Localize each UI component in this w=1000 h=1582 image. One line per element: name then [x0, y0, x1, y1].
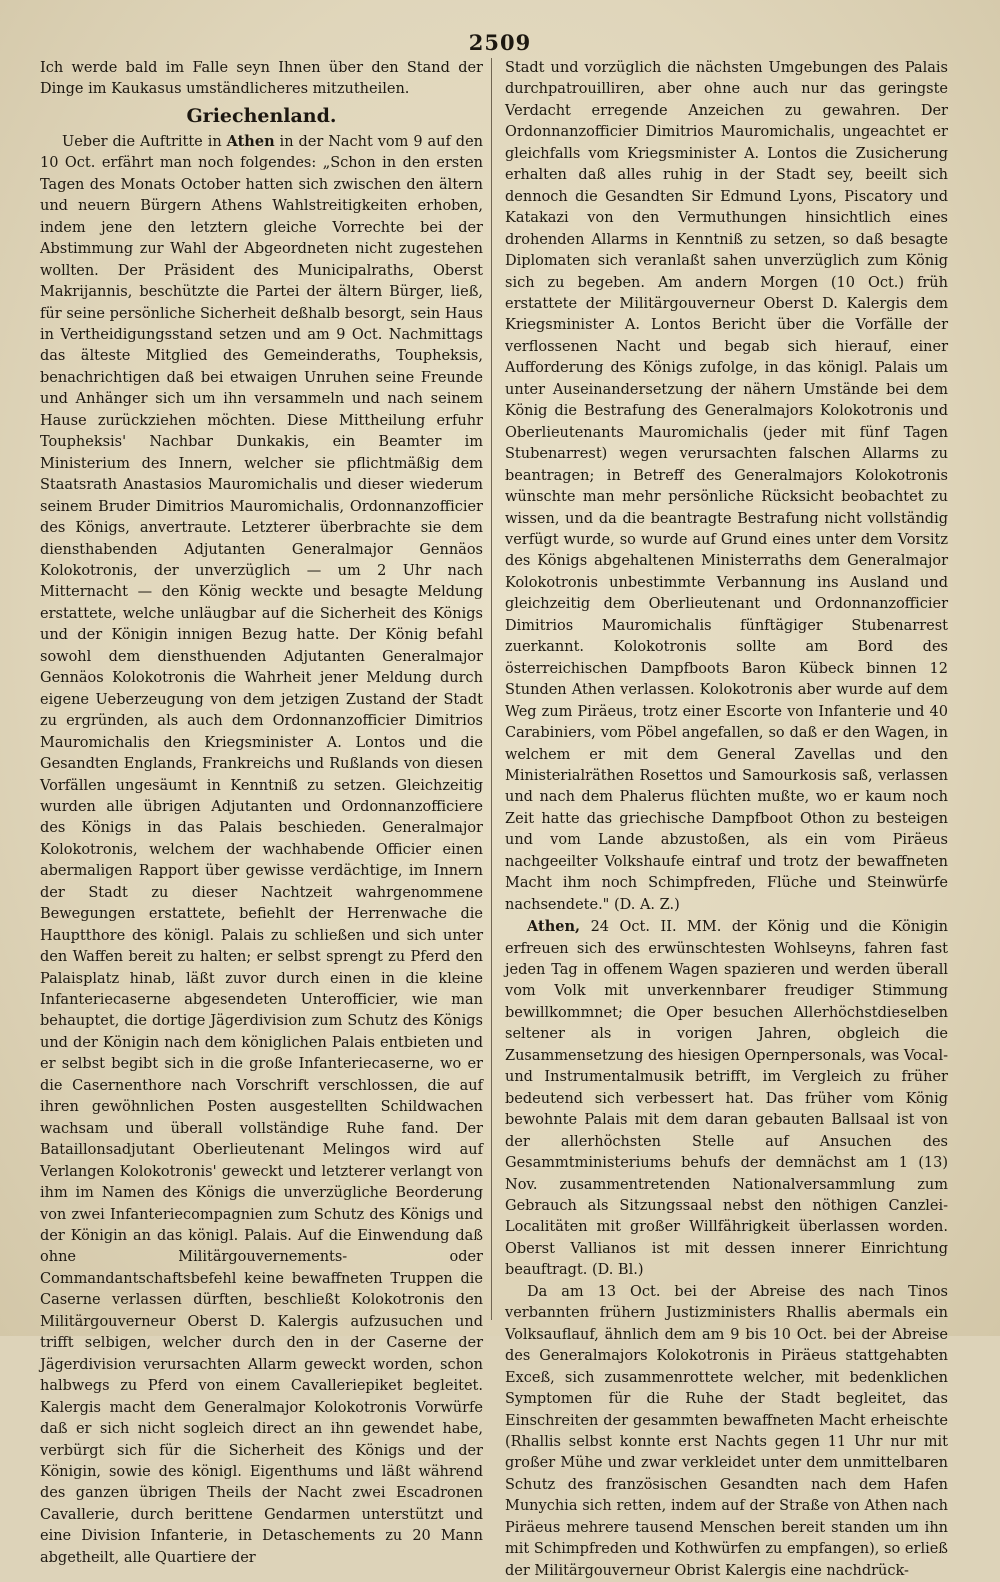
article-athen-24-oct [505, 916, 948, 1282]
left-column [40, 58, 483, 1566]
article-rhallis: Da am 13 Oct. bei der Abreise des nach Tinos verbannten frühern Justizministers Rhallis abermals ein Volksauflauf, ähnlich dem am 9 bis 10 Oct. bei der Abreise des Generalmajors Kolokotronis in Piräeus stattgehabten Exceß, sich zusammenrottete welcher, mit bedenklichen Symptomen für die Ruhe der Stadt begleitet, das Einschreiten der gesammten bewaffneten Macht erheischte (Rhallis selbst konnte erst Nachts gegen 11 Uhr nur mit großer Mühe und zwar verkleidet unter dem unmittelbaren Schutz des französischen Gesandten nach dem Hafen Munychia sich retten, indem auf der Straße von Athen nach Piräeus mehrere tausend Menschen bereit standen um ihn mit Schimpfreden und Kothwürfen zu empfangen), so erließ der Militärgouverneur Obrist Kalergis eine nachdrück- [505, 1283, 948, 1579]
article-body: in der Nacht vom 9 auf den 10 Oct. erfährt man noch folgendes: „Schon in den ersten Tagen des Monats October hatten sich zwischen den ältern und neuern Bürgern Athens Wahlstreitigkeiten erhoben, indem jene den letztern gleiche Vorrechte bei der Abstimmung zur Wahl der Abgeordneten nicht zugestehen wollten. Der Präsident des Municipalraths, Oberst Makrijannis, beschützte die Partei der ältern Bürger, ließ, für seine persönliche Sicherheit deßhalb besorgt, sein Haus in Vertheidigungsstand setzen und am 9 Oct. Nachmittags das älteste Mitglied des Gemeinderaths, Toupheksis, benachrichtigen daß bei etwaigen Unruhen seine Freunde und Anhänger sich um ihn versammeln und nach seinem Hause zurückziehen möchten. Diese Mittheilung erfuhr Toupheksis' Nachbar Dunkakis, ein Beamter im Ministerium des Innern, welcher sie pflichtmäßig dem Staatsrath Anastasios Mauromichalis und dieser wiederum seinem Bruder Dimitrios Mauromichalis, Ordonnanzofficier des Königs, anvertraute. Letzterer überbrachte sie dem diensthabenden Adjutanten Generalmajor Gennäos Kolokotronis, der unverzüglich — um 2 Uhr nach Mitternacht — den König weckte und besagte Meldung erstattete, welche unläugbar auf die Sicherheit des Königs und der Königin innigen Bezug hatte. Der König befahl sowohl dem diensthuenden Adjutanten Generalmajor Gennäos Kolokotronis die Wahrheit jener Meldung durch eigene Ueberzeugung von dem jetzigen Zustand der Stadt zu ergründen, als auch dem Ordonnanzofficier Dimitrios Mauromichalis den Kriegsminister A. Lontos und die Gesandten Englands, Frankreichs und Rußlands von diesen Vorfällen ungesäumt in Kenntniß zu setzen. Gleichzeitig wurden alle übrigen Adjutanten und Ordonnanzofficiere des Königs in das Palais beschieden. Generalmajor Kolokotronis, welchem der wachhabende Officier einen abermaligen Rapport über gewisse verdächtige, im Innern der Stadt zu dieser Nachtzeit wahrgenommene Bewegungen erstattete, befiehlt der Herrenwache die Hauptthore des königl. Palais zu schließen und sich unter den Waffen bereit zu halten; er selbst sprengt zu Pferd den Palaisplatz hinab, läßt zuvor durch einen in die kleine Infanteriecaserne abgesendeten Unterofficier, wie man behauptet, die dortige Jägerdivision zum Schutz des Königs und der Königin nach dem königlichen Palais entbieten und er selbst begibt sich in die große Infanteriecaserne, wo er die Casernenthore nach Vorschrift verschlossen, die auf ihren gewöhnlichen Posten ausgestellten Schildwachen wachsam und überall vollständige Ruhe fand. Der Bataillonsadjutant Oberlieutenant Melingos wird auf Verlangen Kolokotronis' geweckt und letzterer verlangt von ihm im Namen des Königs die unverzügliche Beorderung von zwei Infanteriecompagnien zum Schutz des Königs und der Königin an das königl. Palais. Auf die Einwendung daß ohne Militärgouvernements- oder Commandantschaftsbefehl keine bewaffneten Truppen die Caserne verlassen dürften, beschließt Kolokotronis den Militärgouverneur Oberst D. Kalergis aufzusuchen und trifft selbigen, welcher durch den in der Caserne der Jägerdivision verursachten Allarm geweckt worden, schon halbwegs zu Pferd von einem Cavalleriepiket begleitet. Kalergis macht dem Generalmajor Kolokotronis Vorwürfe daß er sich nicht sogleich direct an ihn gewendet habe, verbürgt sich für die Sicherheit des Königs und der Königin, sowie des königl. Eigenthums und läßt während des ganzen übrigen Theils der Nacht zwei Escadronen Cavallerie, durch berittene Gendarmen unterstützt und eine Division Infanterie, in Detaschements zu 20 Mann abgetheilt, alle Quartiere der [40, 133, 483, 1566]
article-continuation: Stadt und vorzüglich die nächsten Umgebungen des Palais durchpatrouilliren, aber ohne auch nur das geringste Verdacht erregende Anzeichen zu gewahren. Der Ordonnanzofficier Dimitrios Mauromichalis, ungeachtet er gleichfalls vom Kriegsminister A. Lontos die Zusicherung erhalten daß alles ruhig in der Stadt sey, beeilt sich dennoch die Gesandten Sir Edmund Lyons, Piscatory und Katakazi von den Vermuthungen hinsichtlich eines drohenden Allarms in Kenntniß zu setzen, so daß besagte Diplomaten sich veranlaßt sahen unverzüglich zum König sich zu begeben. Am andern Morgen (10 Oct.) früh erstattete der Militärgouverneur Oberst D. Kalergis dem Kriegsminister A. Lontos Bericht über die Vorfälle der verflossenen Nacht und begab sich hierauf, einer Aufforderung des Königs zufolge, in das königl. Palais um unter Auseinandersetzung der nähern Umstände bei dem König die Bestrafung des Generalmajors Kolokotronis und Oberlieutenants Mauromichalis (jeder mit fünf Tagen Stubenarrest) wegen verursachten falschen Allarms zu beantragen; in Betreff des Generalmajors Kolokotronis wünschte man mehr persönliche Rücksicht beobachtet zu wissen, und da die beantragte Bestrafung nicht vollständig verfügt wurde, so wurde auf Grund eines unter dem Vorsitz des Königs abgehaltenen Ministerraths dem Generalmajor Kolokotronis unbestimmte Verbannung ins Ausland und gleichzeitig dem Oberlieutenant und Ordonnanzofficier Dimitrios Mauromichalis fünftägiger Stubenarrest zuerkannt. Kolokotronis sollte am Bord des österreichischen Dampfboots Baron Kübeck binnen 12 Stunden Athen verlassen. Kolokotronis aber wurde auf dem Weg zum Piräeus, trotz einer Escorte von Infanterie und 40 Carabiniers, vom Pöbel angefallen, so daß er den Wagen, in welchem er mit dem General Zavellas und den Ministerialräthen Rosettos und Samourkosis saß, verlassen und nach dem Phalerus flüchten mußte, wo er kaum noch Zeit hatte das griechische Dampfboot Othon zu besteigen und vom Lande abzustoßen, als ein vom Piräeus nachgeeilter Volkshaufe eintraf und trotz der bewaffneten Macht ihm noch Schimpfreden, Flüche und Steinwürfe nachsendete." (D. A. Z.) [505, 60, 948, 913]
continuation-paragraph: Ich werde bald im Falle seyn Ihnen über den Stand der Dinge im Kaukasus umständlicheres mitzutheilen. [40, 60, 483, 98]
article-body-2: 24 Oct. II. MM. der König und die Königin erfreuen sich des erwünschtesten Wohlseyns, fahren fast jeden Tag in offenem Wagen spazieren und werden überall vom Volk mit unverkennbarer freudiger Stimmung bewillkommnet; die Oper besuchen Allerhöchstdieselben seltener als in vorigen Jahren, obgleich die Zusammensetzung des hiesigen Opernpersonals, was Vocal- und Instrumentalmusik betrifft, im Vergleich zu früher bedeutend sich verbessert hat. Das früher vom König bewohnte Palais mit dem daran gebauten Ballsaal ist von der allerhöchsten Stelle auf Ansuchen des Gesammtministeriums behufs der demnächst am 1 (13) Nov. zusammentretenden Nationalversammlung zum Gebrauch als Sitzungssaal nebst den nöthigen Canzlei-Localitäten mit großer Willfährigkeit überlassen worden. Oberst Vallianos ist mit dessen innerer Einrichtung beauftragt. (D. Bl.) [505, 919, 948, 1279]
article-athen-night-report [40, 131, 483, 1569]
section-heading-griechenland: Griechenland. [186, 104, 337, 127]
page-number: 2509 [468, 30, 532, 55]
article-place-athen-dateline: Athen, [527, 918, 581, 936]
column-divider [491, 58, 492, 1320]
article-lead: Ueber die Auftritte in [62, 133, 227, 150]
article-place-athen: Athen [226, 132, 275, 150]
right-column [505, 58, 948, 1579]
